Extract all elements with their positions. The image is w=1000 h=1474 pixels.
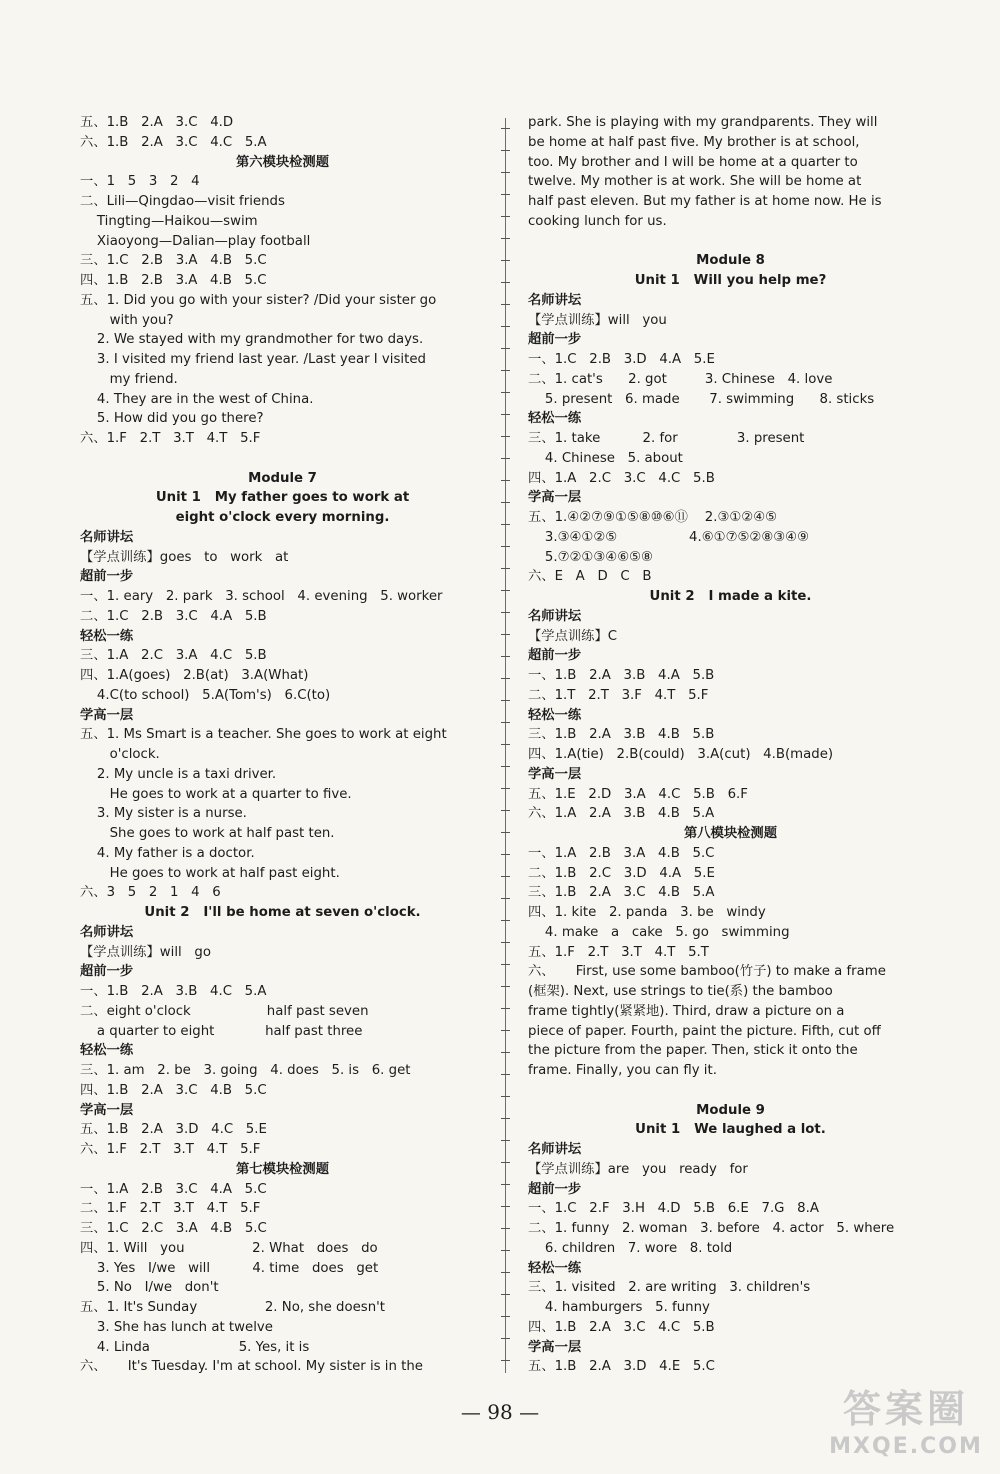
divider-tick <box>501 1052 510 1053</box>
section-heading: 学高一层 <box>80 707 134 723</box>
answer-line: 4. hamburgers 5. funny <box>528 1300 710 1315</box>
divider-tick <box>501 1030 510 1031</box>
section-heading: 轻松一练 <box>528 411 582 427</box>
answer-line: 3. Yes I/we will 4. time does get <box>80 1260 379 1276</box>
divider-tick <box>501 150 510 151</box>
answer-line: 2. My uncle is a taxi driver. <box>80 766 277 782</box>
answer-line: 五、1.E 2.D 3.A 4.C 5.B 6.F <box>528 786 748 802</box>
answer-line: 二、1. funny 2. woman 3. before 4. actor 5. where <box>528 1221 895 1236</box>
title-line: Unit 1 We laughed a lot. <box>635 1122 826 1138</box>
divider-tick <box>501 370 510 371</box>
answer-line: 4. Chinese 5. about <box>528 450 683 466</box>
answer-line: 三、1.C 2.B 3.A 4.B 5.C <box>80 253 267 269</box>
divider-tick <box>501 172 510 173</box>
divider-tick <box>501 700 510 701</box>
answer-line: 一、1.A 2.B 3.A 4.B 5.C <box>528 845 715 861</box>
section-heading: 学高一层 <box>528 490 582 506</box>
answer-line: 五、1.B 2.A 3.C 4.D <box>80 115 234 130</box>
divider-tick <box>501 898 510 899</box>
answer-line: 三、1.B 2.A 3.B 4.B 5.B <box>528 727 715 743</box>
answer-line: cooking lunch for us. <box>528 213 667 229</box>
right-column <box>528 113 933 1377</box>
divider-tick <box>501 1250 510 1251</box>
section-heading: 名师讲坛 <box>528 292 582 308</box>
answer-line: 五、1.B 2.A 3.D 4.C 5.E <box>80 1122 267 1138</box>
divider-tick <box>501 238 510 239</box>
answer-line: 六、1.F 2.T 3.T 4.T 5.F <box>80 431 261 446</box>
section-heading: 超前一步 <box>80 964 134 980</box>
answer-line: Tingting—Haikou—swim <box>80 213 258 229</box>
divider-tick <box>501 1074 510 1075</box>
divider-tick <box>501 216 510 217</box>
divider-tick <box>501 876 510 877</box>
divider-tick <box>501 942 510 943</box>
title-line: Module 8 <box>696 253 765 269</box>
answer-line: 二、eight o'clock half past seven <box>80 1003 369 1019</box>
answer-line: 四、1.B 2.A 3.C 4.C 5.B <box>528 1319 715 1335</box>
section-heading: 超前一步 <box>80 569 134 585</box>
answer-line: 三、1.A 2.C 3.A 4.C 5.B <box>80 648 267 664</box>
answer-line: 二、1.B 2.C 3.D 4.A 5.E <box>528 865 715 881</box>
watermark-url: MXQE.COM <box>829 1434 983 1459</box>
divider-tick <box>501 480 510 481</box>
answer-line: 4.C(to school) 5.A(Tom's) 6.C(to) <box>80 687 331 703</box>
divider-tick <box>501 414 510 415</box>
answer-line: 六、1.B 2.A 3.C 4.C 5.A <box>80 134 267 150</box>
divider-tick <box>501 920 510 921</box>
answer-line: frame. Finally, you can fly it. <box>528 1063 717 1078</box>
answer-line: She goes to work at half past ten. <box>80 826 335 841</box>
section-heading: 名师讲坛 <box>528 608 582 624</box>
answer-line: 5. present 6. made 7. swimming 8. sticks <box>528 391 875 407</box>
divider-tick <box>501 1360 510 1361</box>
answer-line: 一、1.B 2.A 3.B 4.A 5.B <box>528 668 715 683</box>
answer-line: 四、1.A(tie) 2.B(could) 3.A(cut) 4.B(made) <box>528 747 834 762</box>
answer-line <box>80 449 485 469</box>
title-line: Module 9 <box>696 1102 765 1118</box>
title-line: Unit 1 Will you help me? <box>634 273 827 288</box>
divider-tick <box>501 678 510 679</box>
divider-tick <box>501 656 510 657</box>
answer-line: 六、1.F 2.T 3.T 4.T 5.F <box>80 1142 261 1157</box>
answer-line: 一、1.A 2.B 3.C 4.A 5.C <box>80 1181 267 1197</box>
divider-tick <box>501 854 510 855</box>
answer-line: 一、1.C 2.F 3.H 4.D 5.B 6.E 7.G 8.A <box>528 1201 819 1217</box>
watermark-text: 答案圈 <box>842 1387 969 1431</box>
answer-line: 4. My father is a doctor. <box>80 845 255 861</box>
answer-line: 5. How did you go there? <box>80 411 264 427</box>
title-line: eight o'clock every morning. <box>175 510 390 525</box>
section-heading: 超前一步 <box>528 648 582 664</box>
divider-tick <box>501 392 510 393</box>
answer-line: a quarter to eight half past three <box>80 1023 363 1039</box>
divider-tick <box>501 590 510 591</box>
answer-line: 一、1.B 2.A 3.B 4.C 5.A <box>80 984 267 999</box>
section-heading: 学高一层 <box>80 1102 134 1118</box>
section-heading: 学高一层 <box>528 766 582 782</box>
section-heading: 学高一层 <box>528 1339 582 1355</box>
divider-tick <box>501 1162 510 1163</box>
divider-tick <box>501 304 510 305</box>
answer-line: 五、1.F 2.T 3.T 4.T 5.T <box>528 944 709 960</box>
divider-tick <box>501 722 510 723</box>
answer-line: 3.③④①②⑤ 4.⑥①⑦⑤②⑧③④⑨ <box>528 529 810 545</box>
answer-line: half past eleven. But my father is at home now. He is <box>528 194 882 209</box>
answer-line: 一、1.C 2.B 3.D 4.A 5.E <box>528 352 715 367</box>
section-heading: 轻松一练 <box>528 1260 582 1276</box>
answer-line: 【学点训练】C <box>528 628 618 644</box>
title-line: 第八模块检测题 <box>683 826 778 841</box>
divider-tick <box>501 436 510 437</box>
divider-tick <box>501 568 510 569</box>
answer-line: 一、1. eary 2. park 3. school 4. evening 5. worker <box>80 589 443 604</box>
divider-tick <box>501 1206 510 1207</box>
divider-tick <box>501 634 510 635</box>
answer-line: 二、1.F 2.T 3.T 4.T 5.F <box>80 1201 261 1217</box>
answer-line: 三、1.C 2.C 3.A 4.B 5.C <box>80 1221 267 1236</box>
answer-line <box>528 232 933 252</box>
answer-line: 六、1.A 2.A 3.B 4.B 5.A <box>528 806 715 822</box>
divider-tick <box>501 194 510 195</box>
answer-line: 五、1.④②⑦⑨①⑤⑧⑩⑥⑪ 2.③①②④⑤ <box>528 510 778 525</box>
answer-line: 四、1.B 2.A 3.C 4.B 5.C <box>80 1082 267 1098</box>
answer-line: 2. We stayed with my grandmother for two days. <box>80 332 424 348</box>
divider-tick <box>501 810 510 811</box>
answer-line: 三、1. visited 2. are writing 3. children's <box>528 1280 811 1296</box>
title-line: 第六模块检测题 <box>235 154 330 170</box>
section-heading: 超前一步 <box>528 332 582 348</box>
answer-line: 二、Lili—Qingdao—visit friends <box>80 194 285 209</box>
divider-tick <box>501 1272 510 1273</box>
divider-tick <box>501 1338 510 1339</box>
divider-tick <box>501 458 510 459</box>
left-column <box>80 113 485 1377</box>
divider-tick <box>501 964 510 965</box>
answer-line: too. My brother and I will be home at a quarter to <box>528 154 858 170</box>
divider-tick <box>501 282 510 283</box>
section-heading: 名师讲坛 <box>80 529 134 545</box>
answer-line: 四、1.A 2.C 3.C 4.C 5.B <box>528 470 715 486</box>
answer-line: 4. make a cake 5. go swimming <box>528 924 790 940</box>
divider-tick <box>501 986 510 987</box>
divider-tick <box>501 260 510 261</box>
answer-line: 3. I visited my friend last year. /Last year I visited <box>80 352 426 367</box>
divider-tick <box>501 326 510 327</box>
answer-line: 六、 First, use some bamboo(竹子) to make a frame <box>528 964 886 980</box>
section-heading: 轻松一练 <box>80 628 134 644</box>
answer-line: 五、1.B 2.A 3.D 4.E 5.C <box>528 1359 715 1375</box>
answer-line: 四、1.B 2.B 3.A 4.B 5.C <box>80 273 267 288</box>
title-line: Unit 2 I'll be home at seven o'clock. <box>144 905 421 920</box>
answer-line: 4. Linda 5. Yes, it is <box>80 1339 310 1355</box>
watermark-logo <box>822 1384 990 1468</box>
divider-tick <box>501 1316 510 1317</box>
answer-line: 五、1. Did you go with your sister? /Did your sister go <box>80 292 437 308</box>
divider-tick <box>501 524 510 525</box>
divider-tick <box>501 1118 510 1119</box>
title-line: Module 7 <box>248 470 317 486</box>
divider-tick <box>501 1294 510 1295</box>
answer-line: 一、1 5 3 2 4 <box>80 174 200 190</box>
title-line: Unit 2 I made a kite. <box>649 589 812 604</box>
answer-line: 六、E A D C B <box>528 569 652 585</box>
answer-line: 三、1. take 2. for 3. present <box>528 431 805 446</box>
answer-line: Xiaoyong—Dalian—play football <box>80 233 311 249</box>
answer-line: 五、1. Ms Smart is a teacher. She goes to work at eight <box>80 727 447 743</box>
answer-line: be home at half past five. My brother is at school, <box>528 134 860 150</box>
answer-line: 三、1.B 2.A 3.C 4.B 5.A <box>528 885 715 901</box>
divider-tick <box>501 1140 510 1141</box>
answer-line: 五、1. It's Sunday 2. No, she doesn't <box>80 1300 386 1315</box>
section-heading: 名师讲坛 <box>80 924 134 940</box>
answer-line: 6. children 7. wore 8. told <box>528 1240 733 1256</box>
answer-line: 4. They are in the west of China. <box>80 391 314 407</box>
answer-line: 【学点训练】goes to work at <box>80 549 289 565</box>
answer-line: 二、1.C 2.B 3.C 4.A 5.B <box>80 608 267 624</box>
answer-line: with you? <box>80 312 174 328</box>
title-line: 第七模块检测题 <box>235 1161 330 1177</box>
divider-tick <box>501 1008 510 1009</box>
answer-line: 3. My sister is a nurse. <box>80 806 247 822</box>
answer-line: 六、3 5 2 1 4 6 <box>80 885 221 901</box>
answer-line: 六、 It's Tuesday. I'm at school. My sister is in the <box>80 1359 423 1375</box>
section-heading: 超前一步 <box>528 1181 582 1197</box>
answer-line: 二、1.T 2.T 3.F 4.T 5.F <box>528 687 709 703</box>
divider-tick <box>501 744 510 745</box>
answer-line <box>528 1081 933 1101</box>
answer-line: the picture from the paper. Then, stick it onto the <box>528 1043 858 1059</box>
answer-line: 5.⑦②①③④⑥⑤⑧ <box>528 549 653 565</box>
title-line: Unit 1 My father goes to work at <box>155 490 410 506</box>
divider-tick <box>501 1096 510 1097</box>
answer-line: frame tightly(紧紧地). Third, draw a picture on a <box>528 1003 845 1019</box>
page-number: — 98 — <box>460 1400 540 1424</box>
divider-tick <box>501 546 510 547</box>
divider-tick <box>501 788 510 789</box>
answer-line: piece of paper. Fourth, paint the picture. Fifth, cut off <box>528 1023 881 1039</box>
answer-line: 二、1. cat's 2. got 3. Chinese 4. love <box>528 371 833 387</box>
section-heading: 名师讲坛 <box>528 1142 582 1157</box>
answer-line: He goes to work at half past eight. <box>80 865 340 881</box>
divider-tick <box>501 348 510 349</box>
answer-line: my friend. <box>80 371 178 387</box>
divider-tick <box>501 612 510 613</box>
answer-line: 【学点训练】will you <box>528 312 667 328</box>
answer-line: (框架). Next, use strings to tie(系) the bamboo <box>528 984 833 999</box>
answer-line: 5. No I/we don't <box>80 1280 219 1296</box>
answer-line: 三、1. am 2. be 3. going 4. does 5. is 6. get <box>80 1063 411 1078</box>
section-heading: 轻松一练 <box>528 707 582 723</box>
answer-line: 【学点训练】will go <box>80 944 211 960</box>
divider-tick <box>501 832 510 833</box>
answer-line: park. She is playing with my grandparents. They will <box>528 115 878 130</box>
divider-tick <box>501 128 510 129</box>
divider-tick <box>501 1228 510 1229</box>
answer-line: 四、1. kite 2. panda 3. be windy <box>528 905 766 920</box>
answer-line: 3. She has lunch at twelve <box>80 1319 273 1335</box>
answer-line: He goes to work at a quarter to five. <box>80 786 352 802</box>
divider-tick <box>501 502 510 503</box>
answer-line: o'clock. <box>80 747 160 762</box>
answer-line: twelve. My mother is at work. She will be home at <box>528 174 862 190</box>
answer-line: 【学点训练】are you ready for <box>528 1161 748 1177</box>
answer-line: 四、1.A(goes) 2.B(at) 3.A(What) <box>80 668 309 683</box>
divider-tick <box>501 1184 510 1185</box>
divider-tick <box>501 766 510 767</box>
section-heading: 轻松一练 <box>80 1043 134 1059</box>
answer-line: 四、1. Will you 2. What does do <box>80 1240 378 1256</box>
